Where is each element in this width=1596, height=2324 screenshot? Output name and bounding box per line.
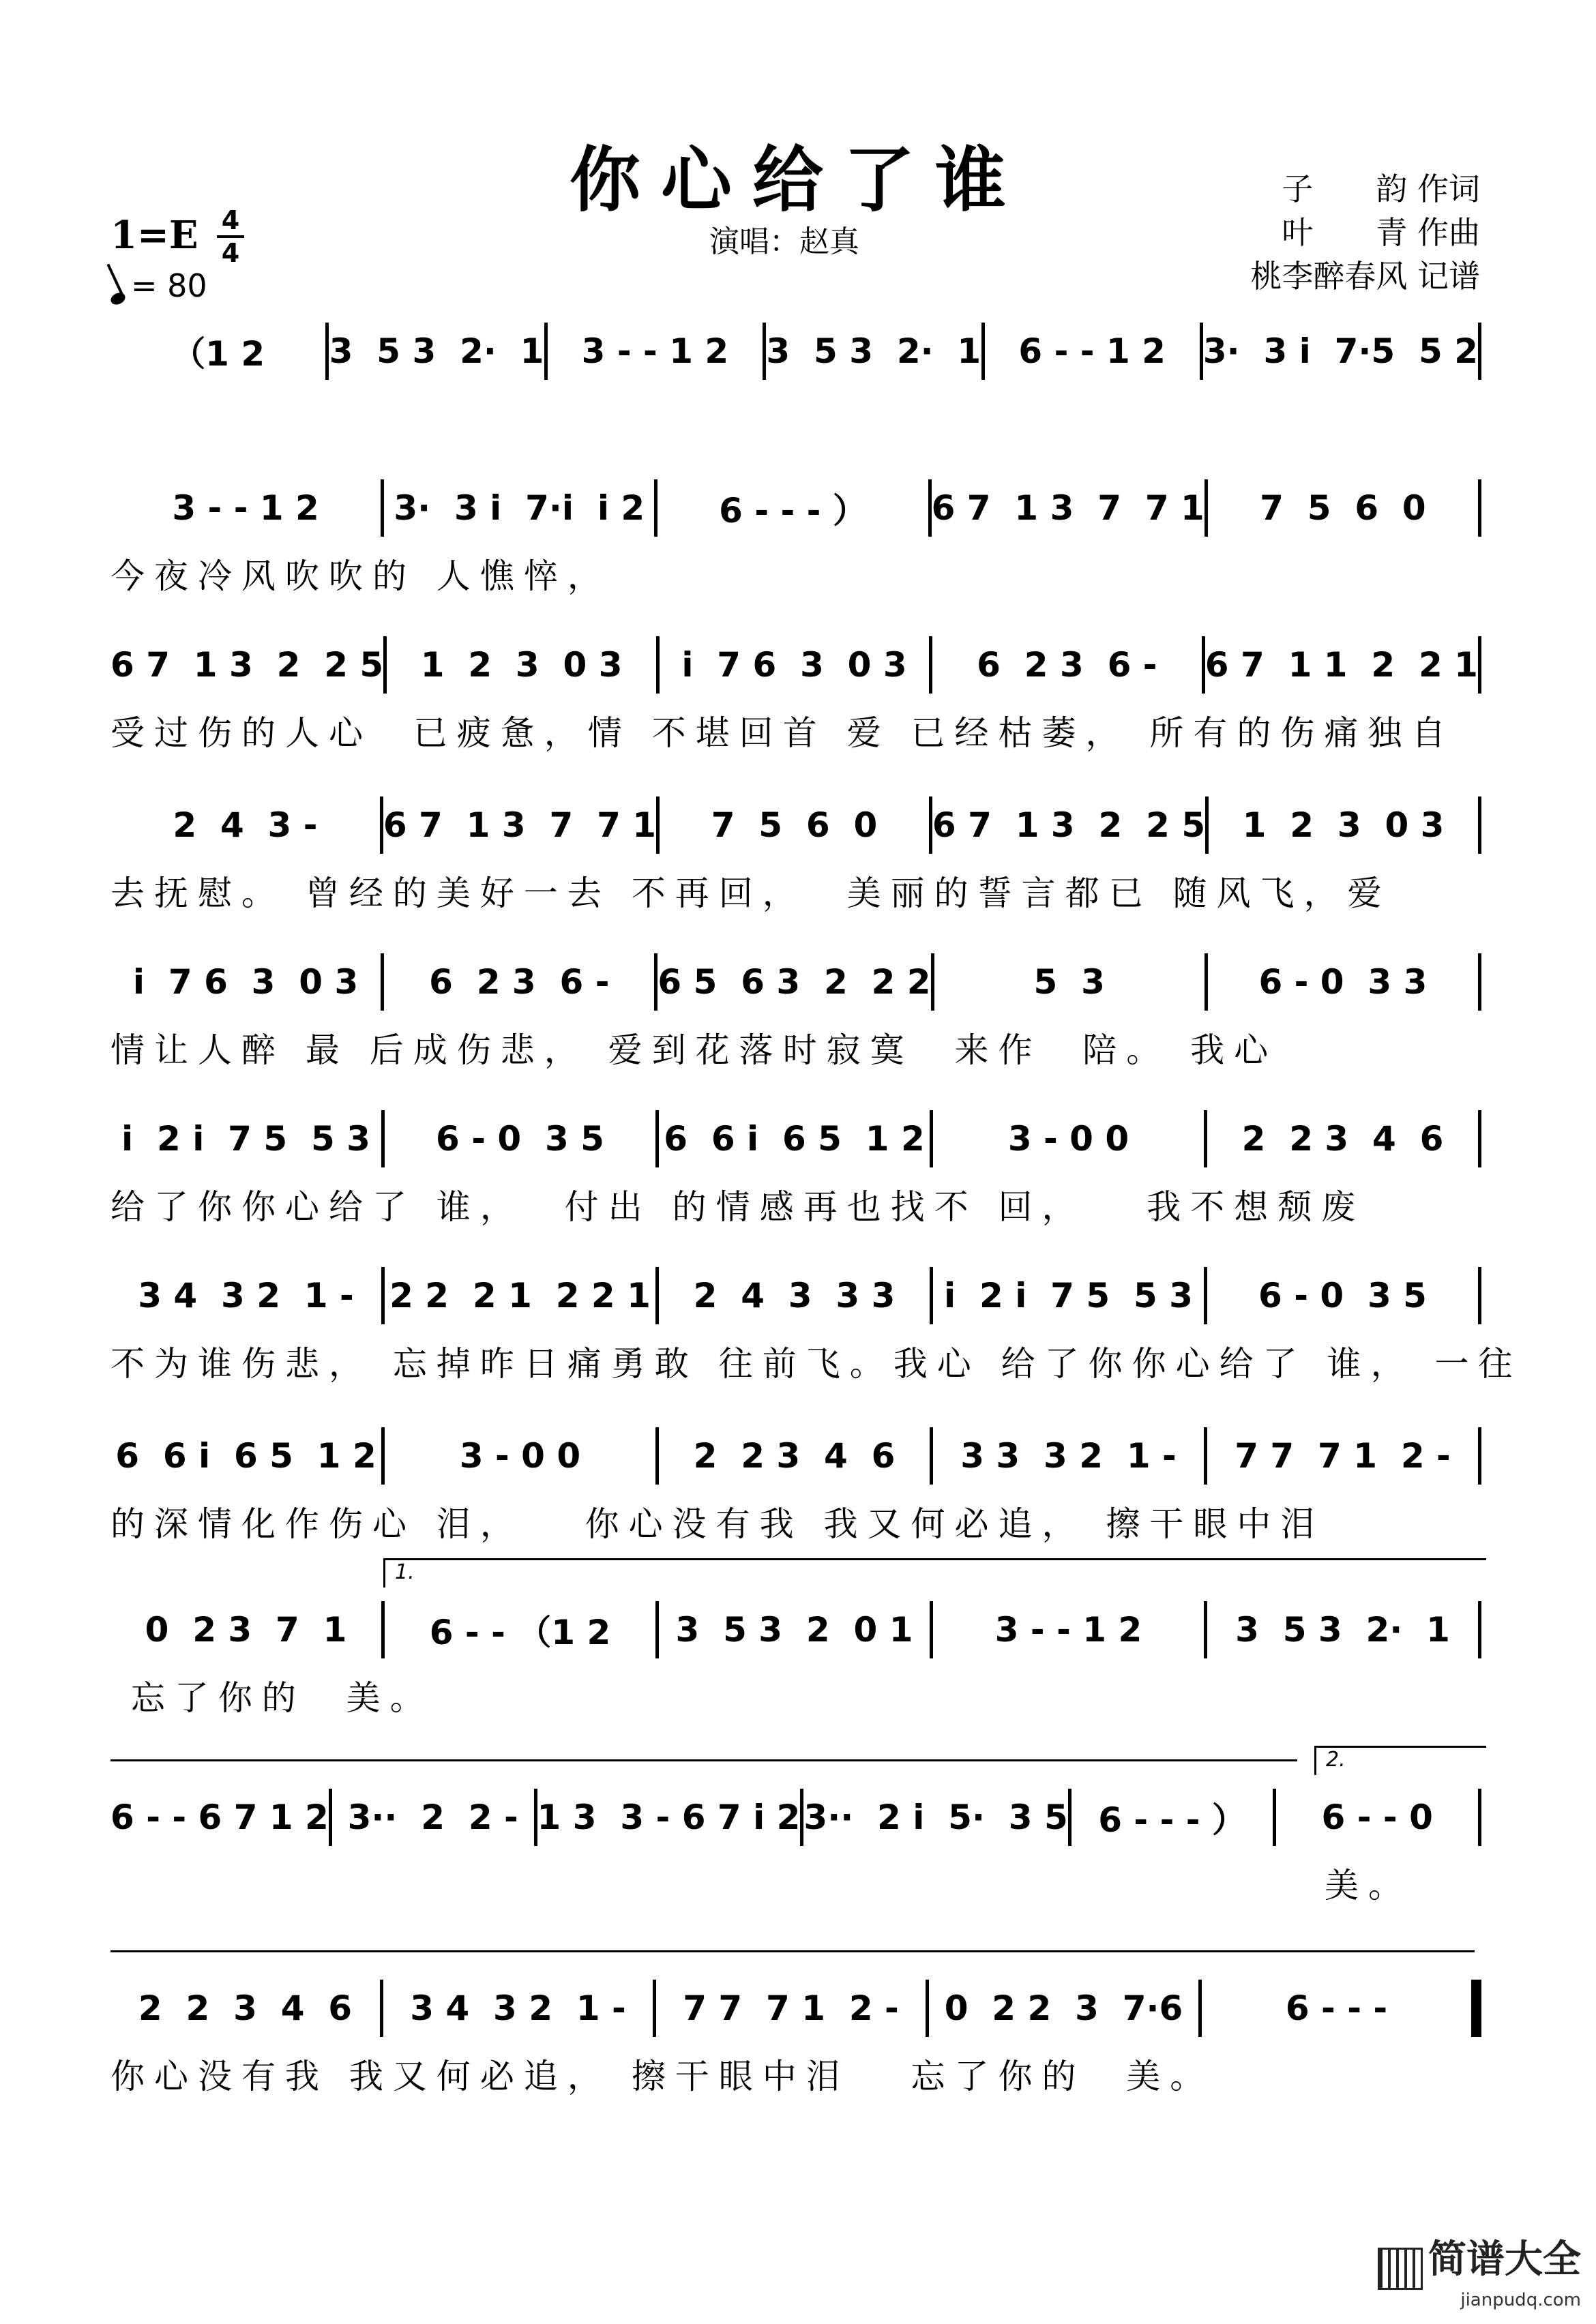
measure <box>385 1108 655 1170</box>
measure <box>659 1425 930 1487</box>
measure <box>933 1108 1204 1170</box>
measure-notes: 3· 3 i 7·i i 2 <box>394 488 645 528</box>
measure <box>1072 1787 1273 1848</box>
measure <box>384 477 654 539</box>
barline <box>1478 1601 1481 1658</box>
measure <box>932 794 1205 856</box>
watermark <box>1378 2229 1581 2311</box>
measure-notes: i 7 6 3 0 3 <box>132 962 359 1002</box>
barline <box>1478 479 1481 537</box>
measure-notes: 0 2 2 3 7·6 <box>944 1988 1183 2028</box>
score-system <box>110 1978 1481 2096</box>
measure-notes: 3 5 3 2· 1 <box>766 331 981 371</box>
measure <box>1209 794 1478 856</box>
measure-notes: 6 - - - ） <box>719 491 867 531</box>
measure-notes: 2 4 3 - <box>173 805 318 845</box>
measure <box>659 1599 930 1660</box>
lyrics-line: 受过伤的人心 已疲惫，情 不堪回首 爱 已经枯萎， 所有的伤痛独自 <box>110 713 1455 753</box>
notes-row <box>110 1108 1481 1170</box>
tempo-value: = 80 <box>131 267 207 304</box>
measure <box>934 951 1205 1013</box>
measure <box>803 1787 1067 1848</box>
notes-row <box>110 477 1481 539</box>
measure-notes: 2 4 3 3 3 <box>693 1276 896 1315</box>
measure-notes: 7 7 7 1 2 - <box>683 1988 899 2028</box>
score-system <box>110 1560 1481 1718</box>
measure-notes: 6 - 0 3 5 <box>436 1119 604 1159</box>
measure <box>933 1599 1204 1660</box>
notes-row <box>110 321 1481 382</box>
measure-notes: 6 - 0 3 3 <box>1258 962 1428 1002</box>
score-system <box>110 1425 1481 1544</box>
measure-notes: 3 5 3 2 0 1 <box>675 1610 913 1650</box>
measure <box>110 1978 380 2039</box>
measure-notes: 6 7 1 1 2 2 1 <box>1205 645 1478 685</box>
measure-notes: 3· 3 i 7·5 5 2 <box>1202 331 1478 371</box>
measure-notes: 3 - 0 0 <box>459 1436 581 1476</box>
measure-notes: 3 - - 1 2 <box>994 1610 1142 1650</box>
credits <box>1250 167 1480 298</box>
score-system <box>110 321 1481 382</box>
measure-notes: 3·· 2 2 - <box>347 1798 518 1837</box>
lyrics-line: 忘了你的 美。 <box>110 1678 434 1718</box>
watermark-url: jianpudq.com <box>1460 2290 1581 2310</box>
measure-notes: 6 7 1 3 2 2 5 <box>932 805 1206 845</box>
measure <box>985 321 1200 382</box>
measure-notes: 6 - - 0 <box>1321 1798 1433 1837</box>
measure <box>1208 951 1478 1013</box>
measure <box>332 1787 534 1848</box>
measure <box>660 634 929 696</box>
notes-row <box>110 794 1481 856</box>
barline <box>1478 1267 1481 1324</box>
measure-notes: 3·· 2 i 5· 3 5 <box>803 1798 1068 1837</box>
measure <box>383 1978 653 2039</box>
measure <box>110 1787 329 1848</box>
measure-notes: 3 5 3 2· 1 <box>1235 1610 1450 1650</box>
lyrics-line: 给了你你心给了 谁， 付出 的情感再也找不 回， 我不想颓废 <box>110 1187 1365 1227</box>
notes-row <box>110 1978 1481 2039</box>
piano-logo-icon <box>1378 2248 1423 2290</box>
measure-notes: 6 - - - <box>1285 1988 1388 2028</box>
lyrics-line: 去抚慰。 曾经的美好一去 不再回， 美丽的誓言都已 随风飞，爱 <box>110 874 1391 913</box>
measure <box>1202 1978 1471 2039</box>
measure <box>1207 1265 1478 1326</box>
measure <box>1276 1787 1478 1848</box>
measure <box>110 321 325 382</box>
measure <box>385 1265 655 1326</box>
measure <box>657 477 928 539</box>
measure <box>1205 634 1478 696</box>
score-system <box>110 1748 1481 1905</box>
measure-notes: 6 - - （1 2 <box>429 1613 611 1652</box>
volta-continuation-line <box>110 1950 1475 1952</box>
notes-row <box>110 951 1481 1013</box>
measure-notes: 6 7 1 3 7 7 1 <box>383 805 657 845</box>
measure-notes: 2 2 3 4 6 <box>1241 1119 1444 1159</box>
barline <box>1478 636 1481 694</box>
measure <box>110 1108 381 1170</box>
notes-row <box>110 1599 1481 1660</box>
measure-notes: 6 - - 6 7 1 2 <box>110 1798 329 1837</box>
measure-notes: 6 6 i 6 5 1 2 <box>115 1436 376 1476</box>
measure <box>1207 1108 1478 1170</box>
measure <box>385 1425 655 1487</box>
time-signature <box>217 207 244 267</box>
measure <box>110 794 380 856</box>
measure <box>110 1599 381 1660</box>
score-system <box>110 634 1481 753</box>
measure-notes: 7 5 6 0 <box>711 805 878 845</box>
composer-credit: 叶 青 作曲 <box>1282 214 1480 251</box>
measure <box>1203 321 1478 382</box>
quarter-note-icon <box>109 290 128 307</box>
measure-notes: i 7 6 3 0 3 <box>681 645 907 685</box>
measure-notes: 0 2 3 7 1 <box>145 1610 347 1650</box>
measure <box>929 1978 1198 2039</box>
measure-notes: 6 5 6 3 2 2 2 <box>657 962 931 1002</box>
measure <box>548 321 763 382</box>
notes-row <box>110 1425 1481 1487</box>
measure-notes: 6 7 1 3 2 2 5 <box>110 645 384 685</box>
measure <box>659 1265 930 1326</box>
key-signature: 1=E <box>110 213 198 258</box>
score-system <box>110 794 1481 913</box>
lyrics-line: 情让人醉 最 后成伤悲， 爱到花落时寂寞 来作 陪。 我心 <box>110 1030 1278 1070</box>
lyrics-line: 今夜冷风吹吹的 人憔悴， <box>110 556 611 596</box>
time-signature-bottom: 4 <box>221 238 240 268</box>
song-title: 你心给了谁 <box>569 138 1026 222</box>
measure-notes: 1 2 3 0 3 <box>1242 805 1445 845</box>
measure <box>110 1425 381 1487</box>
barline <box>1478 1427 1481 1485</box>
measure <box>384 951 654 1013</box>
lyrics-line: 美。 <box>1325 1866 1412 1905</box>
measure <box>537 1787 801 1848</box>
measure-notes: 3 - 0 0 <box>1007 1119 1129 1159</box>
notes-row <box>110 634 1481 696</box>
watermark-text: 简谱大全 <box>1428 2237 1581 2282</box>
measure <box>656 1978 926 2039</box>
measure <box>932 634 1202 696</box>
score-system <box>110 1265 1522 1384</box>
measure-notes: 1 3 3 - 6 7 i 2 <box>537 1798 801 1837</box>
measure <box>110 1265 381 1326</box>
measure-notes: 3 5 3 2· 1 <box>329 331 544 371</box>
score-system <box>110 477 1481 596</box>
measure <box>933 1425 1204 1487</box>
barline <box>1478 796 1481 854</box>
measure-notes: i 2 i 7 5 5 3 <box>944 1276 1193 1315</box>
measure <box>387 634 656 696</box>
measure-notes: 3 4 3 2 1 - <box>410 1988 626 2028</box>
measure-notes: 3 3 3 2 1 - <box>960 1436 1177 1476</box>
lyrics-line: 不为谁伤悲， 忘掉昨日痛勇敢 往前飞。我心 给了你你心给了 谁， 一往 <box>110 1344 1522 1384</box>
volta-continuation-line <box>110 1759 1297 1761</box>
measure <box>383 794 656 856</box>
score-system <box>110 951 1481 1070</box>
measure-notes: 2 2 3 4 6 <box>693 1436 896 1476</box>
measure <box>660 794 929 856</box>
measure-notes: 3 - - 1 2 <box>581 331 729 371</box>
measure-notes: 2 2 2 1 2 2 1 <box>389 1276 651 1315</box>
lyrics-line: 你心没有我 我又何必追， 擦干眼中泪 忘了你的 美。 <box>110 2057 1214 2096</box>
measure-notes: 6 6 i 6 5 1 2 <box>664 1119 925 1159</box>
transcriber-credit: 桃李醉春风 记谱 <box>1250 258 1480 295</box>
measure-notes: 1 2 3 0 3 <box>420 645 623 685</box>
measure <box>659 1108 930 1170</box>
measure-notes: 3 4 3 2 1 - <box>138 1276 354 1315</box>
measure <box>329 321 544 382</box>
measure-notes: 7 7 7 1 2 - <box>1235 1436 1451 1476</box>
measure <box>110 634 383 696</box>
measure-notes: 6 7 1 3 7 7 1 <box>931 488 1205 528</box>
lyricist-credit: 子 韵 作词 <box>1282 170 1480 207</box>
volta-bracket: 2. <box>1314 1746 1486 1775</box>
barline <box>1478 953 1481 1011</box>
measure-notes: 6 - - 1 2 <box>1018 331 1166 371</box>
measure-notes: 6 - 0 3 5 <box>1258 1276 1427 1315</box>
measure-notes: （1 2 <box>171 334 265 374</box>
measure <box>1207 1599 1478 1660</box>
barline <box>1478 1789 1481 1846</box>
volta-bracket: 1. <box>383 1558 1486 1588</box>
measure <box>110 477 381 539</box>
measure <box>385 1599 655 1660</box>
measure <box>933 1265 1204 1326</box>
barline <box>1478 1110 1481 1167</box>
measure-notes: 6 - - - ） <box>1098 1800 1246 1840</box>
measure-notes: i 2 i 7 5 5 3 <box>121 1119 370 1159</box>
tempo-marking <box>110 267 207 304</box>
barline <box>1471 1980 1481 2037</box>
notes-row <box>110 1787 1481 1848</box>
measure <box>110 951 381 1013</box>
notes-row <box>110 1265 1481 1326</box>
lyrics-line: 的深情化作伤心 泪， 你心没有我 我又何必追， 擦干眼中泪 <box>110 1504 1325 1544</box>
measure-notes: 2 2 3 4 6 <box>138 1988 353 2028</box>
barline <box>1478 323 1481 380</box>
score-system <box>110 1108 1481 1227</box>
measure <box>657 951 930 1013</box>
measure <box>766 321 981 382</box>
measure <box>932 477 1205 539</box>
measure <box>1208 477 1478 539</box>
measure-notes: 5 3 <box>1033 962 1105 1002</box>
measure-notes: 6 2 3 6 - <box>977 645 1157 685</box>
measure-notes: 6 2 3 6 - <box>429 962 610 1002</box>
singer-credit: 演唱：赵真 <box>709 224 859 259</box>
time-signature-top: 4 <box>221 205 240 235</box>
measure-notes: 3 - - 1 2 <box>172 488 319 528</box>
measure-notes: 7 5 6 0 <box>1260 488 1426 528</box>
measure <box>1207 1425 1478 1487</box>
